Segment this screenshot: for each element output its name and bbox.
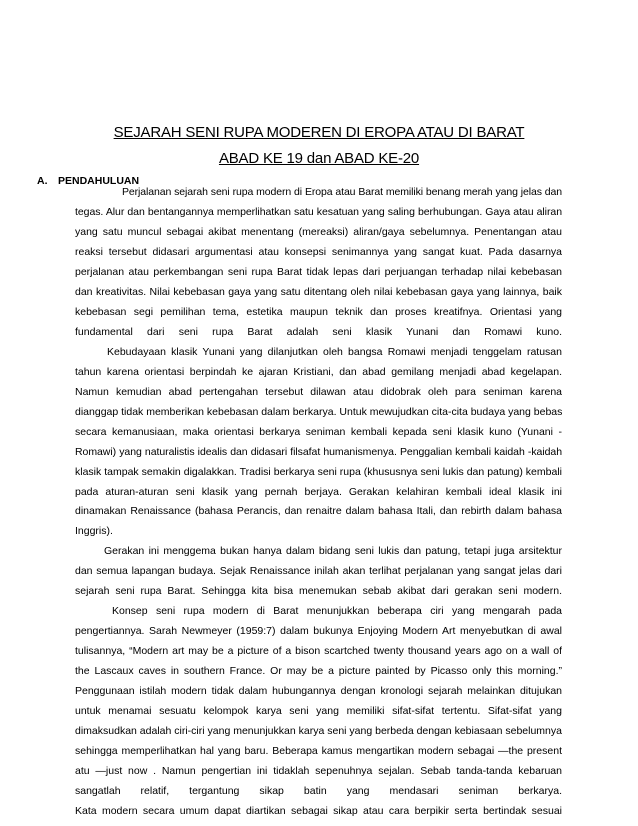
text-line: untuk menamai sesuatu kelompok karya seni yang memiliki sifat-sifat tertentu. Sifat-sifat yang	[75, 705, 562, 717]
text-line: yang satu muncul sebagai akibat menentang (mereaksi) aliran/gaya sebelumnya. Penentangan atau	[75, 226, 562, 238]
text-line: reaksi tersebut didasari argumentasi atau konsepsi senimannya yang sangat kuat. Pada dasarnya	[75, 246, 562, 258]
text-line: the Lascaux caves in southern France. Or may be a picture painted by Picasso only this morning.”	[75, 665, 562, 677]
text-line: kebebasan segi pemilihan tema, estetika maupun teknik dan proses kreatifnya. Orientasi yang	[75, 306, 562, 318]
text-line: dan kreativitas. Nilai kebebasan gaya yang satu ditentang oleh nilai kebebasan gaya yang lainnya, baik	[75, 286, 562, 298]
text-line: dinamakan Renaissance (bahasa Perancis, dan renaitre dalam bahasa Itali, dan rebirth dalam bahasa	[75, 505, 562, 517]
section-heading-text: PENDAHULUAN	[58, 175, 140, 187]
text-line: pengertiannya. Sarah Newmeyer (1959:7) dalam bukunya Enjoying Modern Art menyebutkan di awal	[75, 625, 562, 637]
text-line: Kata modern secara umum dapat diartikan sebagai sikap atau cara berpikir serta bertindak sesuai	[75, 805, 562, 817]
text-line: sehingga memperlihatkan hal yang baru. Beberapa kamus mengartikan modern sebagai —the present	[75, 745, 562, 757]
text-line: Konsep seni rupa modern di Barat menunjukkan beberapa ciri yang mengarah pada	[112, 605, 562, 617]
text-line: atu —just now . Namun pengertian ini tidaklah sepenuhnya sejalan. Sebab tanda-tanda kebaruan	[75, 765, 562, 777]
text-line: Namun kemudian abad pertengahan tersebut dilawan atau didobrak oleh para seniman karena	[75, 386, 562, 398]
text-line: Romawi) yang naturalistis idealis dan didasari filsafat humanismenya. Penggalian kembali kaidah -kaidah	[75, 446, 562, 458]
text-line: dianggap tidak memberikan kebebasan dalam berkarya. Untuk mewujudkan cita-cita budaya yang bebas	[75, 406, 562, 418]
text-line: dimaksudkan adalah ciri-ciri yang menunjukkan karya seni yang berbeda dengan kebiasaan sebelumnya	[75, 725, 562, 737]
text-line: tahun karena orientasi berpindah ke ajaran Kristiani, dan abad gemilang menjadi abad kegelapan.	[75, 366, 562, 378]
text-line: fundamental dari seni rupa Barat adalah seni klasik Yunani dan Romawi kuno.	[75, 326, 562, 338]
text-line: Kebudayaan klasik Yunani yang dilanjutkan oleh bangsa Romawi menjadi tenggelam ratusan	[107, 346, 562, 358]
text-line: Perjalanan sejarah seni rupa modern di Eropa atau Barat memiliki benang merah yang jelas dan	[122, 186, 562, 198]
text-line: Inggris).	[75, 525, 113, 537]
text-line: Penggunaan istilah modern tidak dalam hubungannya dengan kronologi sejarah melainkan ditujukan	[75, 685, 562, 697]
text-line: klasik tampak semakin digalakkan. Tradisi berkarya seni rupa (khususnya seni lukis dan patung) kembali	[75, 466, 562, 478]
text-line: pada aturan-aturan seni klasik yang pernah berjaya. Gerakan kelahiran kembali ideal klasik ini	[75, 486, 562, 498]
text-line: sejarah seni rupa Barat. Sehingga kita bisa menemukan sebab akibat dari gerakan seni modern.	[75, 585, 562, 597]
text-line: Gerakan ini menggema bukan hanya dalam bidang seni lukis dan patung, tetapi juga arsitektur	[104, 545, 562, 557]
document-title-line-1: SEJARAH SENI RUPA MODEREN DI EROPA ATAU DI BARAT	[113, 124, 525, 141]
text-line: sangatlah relatif, tergantung sikap batin yang mendasari seniman berkarya.	[75, 785, 562, 797]
text-line: tegas. Alur dan bentangannya memperlihatkan satu kesatuan yang saling berhubungan. Gaya atau aliran	[75, 206, 562, 218]
text-line: tulisannya, “Modern art may be a picture of a bison scartched twenty thousand years ago on a wall of	[75, 645, 562, 657]
text-line: secara kemanusiaan, maka orientasi berkarya seniman kembali kepada seni klasik kuno (Yunani -	[75, 426, 562, 438]
section-number: A.	[37, 175, 48, 187]
text-line: dan semua lapangan budaya. Sejak Renaissance inilah akan terlihat perjalanan yang sangat jelas dari	[75, 565, 562, 577]
text-line: perjalanan atau perkembangan seni rupa Barat tidak lepas dari perjuangan terhadap nilai kebebasan	[75, 266, 562, 278]
document-title-line-2: ABAD KE 19 dan ABAD KE-20	[218, 150, 420, 167]
